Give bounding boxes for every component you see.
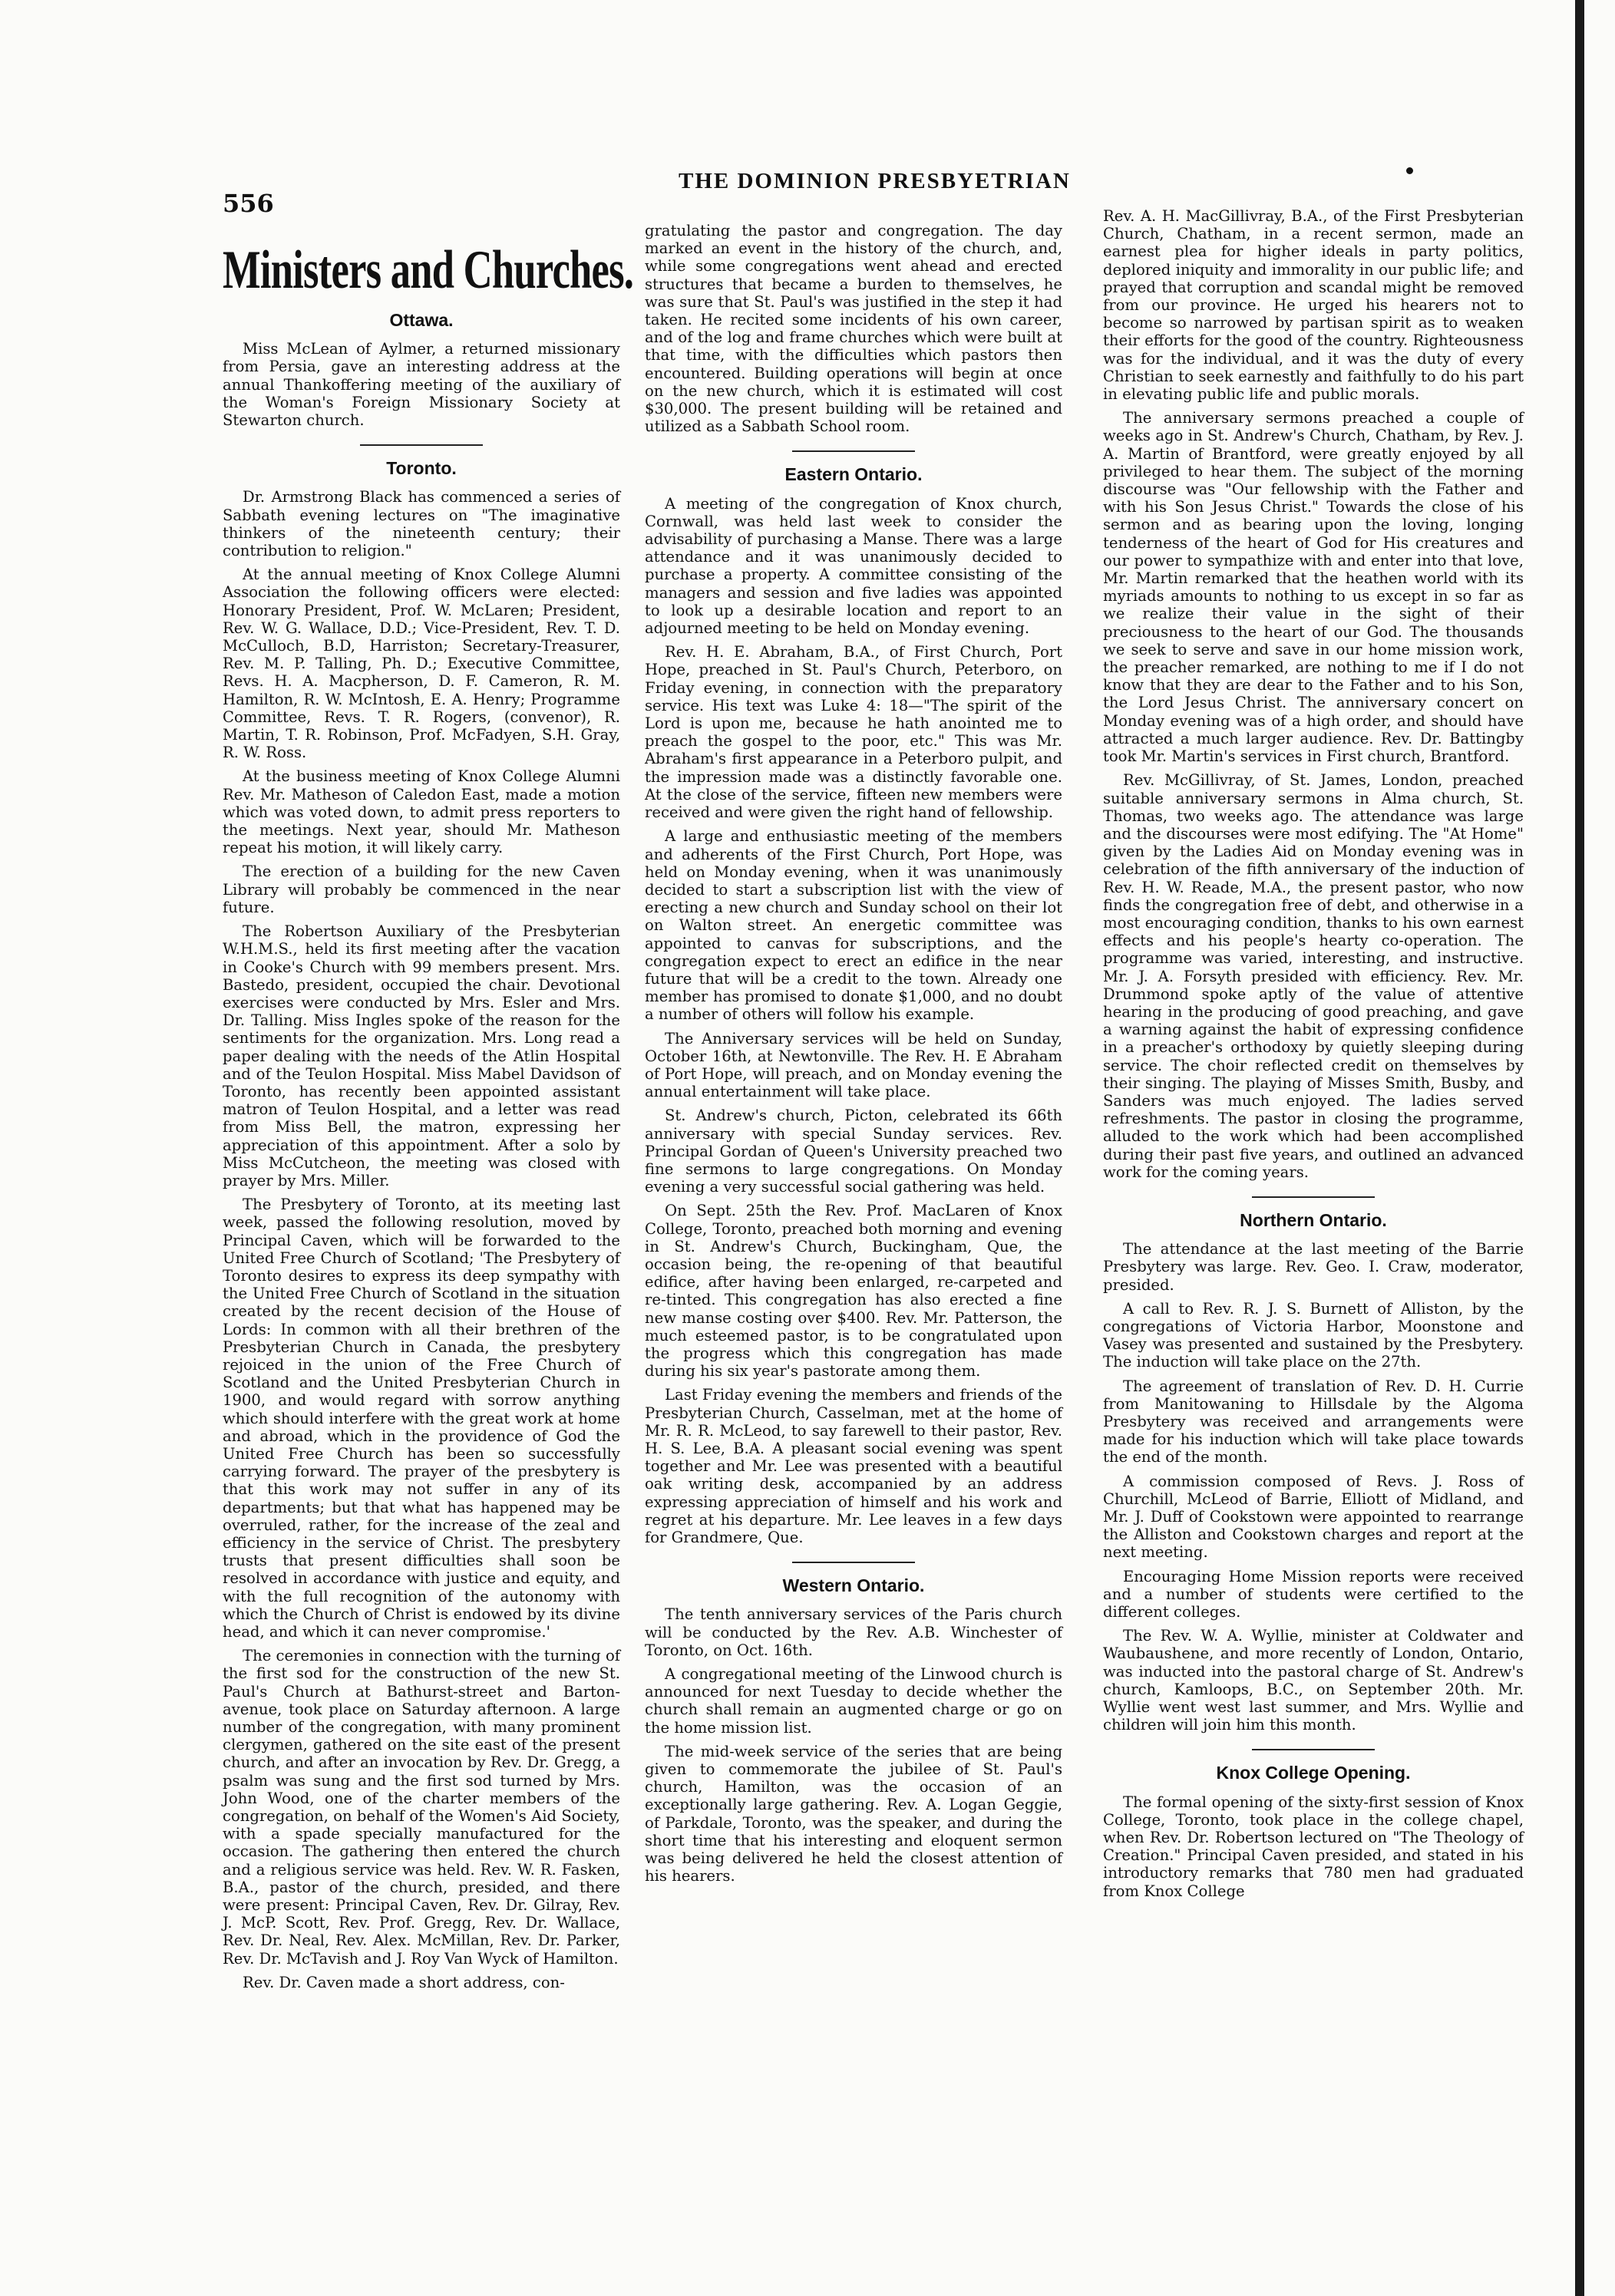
column-2 [645, 222, 1062, 1891]
section-divider [792, 1562, 915, 1563]
news-paragraph: Rev. H. E. Abraham, B.A., of First Church, Port Hope, preached in St. Paul's Church, Peterboro, on Friday evening, in connection with the preparatory service. His text was Luke 4: 18—"The spirit of the Lord is upon me, because he hath anointed me to preach the gospel to the poor, etc." This was Mr. Abraham's first appearance in a Peterboro pulpit, and the impression made was a distinctly favorable one. At the close of the service, fifteen new members were received and were given the right hand of fellowship. [645, 643, 1062, 822]
news-paragraph: The Robertson Auxiliary of the Presbyterian W.H.M.S., held its first meeting after the vacation in Cooke's Church with 99 members present. Mrs. Bastedo, president, occupied the chair. Devotional exercises were conducted by Mrs. Esler and Mrs. Dr. Talling. Miss Ingles spoke of the reason for the sentiments for the organization. Mrs. Long read a paper dealing with the needs of the Atlin Hospital and of the Teulon Hospital. Miss Mabel Davidson of Toronto, has recently been appointed assistant matron of Teulon Hospital, and a letter was read from Miss Bell, the matron, expressing her appreciation of this appointment. After a solo by Miss McCutcheon, the meeting was closed with prayer by Mrs. Miller. [223, 922, 620, 1189]
section-heading: Western Ontario. [782, 1575, 925, 1596]
news-paragraph: The Presbytery of Toronto, at its meeting last week, passed the following resolution, moved by Principal Caven, which will be forwarded to the United Free Church of Scotland; 'The Presbytery of Toronto desires to express its deep sympathy with the United Free Church of Scotland in the situation created by the recent decision of the House of Lords: In common with all their brethren of the Presbyterian Church in Canada, the presbytery rejoiced in the union of the Free Church of Scotland and the United Presbyterian Church in 1900, and would regard with sorrow anything which should interfere with the great work at home and abroad, which in the providence of God the United Free Church has been so successfully carrying forward. The prayer of the presbytery is that this work may not suffer in any of its departments; but that what has happened may be overruled, rather, for the increase of the zeal and efficiency in the service of Christ. The presbytery trusts that present difficulties shall soon be resolved in accordance with justice and equity, and with the full recognition of the autonomy with which the Church of Christ is endowed by its divine head, and which it can never compromise.' [223, 1196, 620, 1641]
news-paragraph: Miss McLean of Aylmer, a returned missionary from Persia, gave an interesting address at the annual Thankoffering meeting of the auxiliary of the Woman's Foreign Missionary Society at Stewarton church. [223, 340, 620, 430]
news-paragraph: The formal opening of the sixty-first session of Knox College, Toronto, took place in the college chapel, when Rev. Dr. Robertson lectured on "The Theology of Creation." Principal Caven presided, and stated in his introductory remarks that 780 men had graduated from Knox College [1103, 1793, 1524, 1900]
news-paragraph: Last Friday evening the members and friends of the Presbyterian Church, Casselman, met at the home of Mr. R. R. McLeod, to say farewell to their pastor, Rev. H. S. Lee, B.A. A pleasant social evening was spent together and Mr. Lee was presented with a beautiful oak writing desk, accompanied by an address expressing appreciation of himself and his work and regret at his departure. Mr. Lee leaves in a few days for Grandmere, Que. [645, 1386, 1062, 1547]
section-heading: Knox College Opening. [1216, 1763, 1411, 1783]
column-2-body [645, 222, 1062, 1885]
news-paragraph: A meeting of the congregation of Knox church, Cornwall, was held last week to consider the advisability of purchasing a Manse. There was a large attendance and it was unanimously decided to purchase a property. A committee consisting of the managers and session and five ladies was appointed to look up a desirable location and report to an adjourned meeting to be held on Monday evening. [645, 494, 1062, 638]
news-paragraph: The attendance at the last meeting of the Barrie Presbytery was large. Rev. Geo. I. Craw, moderator, presided. [1103, 1240, 1524, 1294]
section-divider [1252, 1196, 1375, 1198]
news-paragraph: The mid-week service of the series that are being given to commemorate the jubilee of St. Paul's church, Hamilton, was the occasion of an exceptionally large gathering. Rev. A. Logan Geggie, of Parkdale, Toronto, was the speaker, and during the short time that his interesting and eloquent sermon was being delivered he held the closest attention of his hearers. [645, 1742, 1062, 1885]
section-heading: Northern Ontario. [1240, 1209, 1387, 1230]
news-paragraph: The Anniversary services will be held on Sunday, October 16th, at Newtonville. The Rev. H. E Abraham of Port Hope, will preach, and on Monday evening the annual entertainment will take place. [645, 1029, 1062, 1101]
news-paragraph: The tenth anniversary services of the Paris church will be conducted by the Rev. A.B. Winchester of Toronto, on Oct. 16th. [645, 1605, 1062, 1659]
news-paragraph: The ceremonies in connection with the turning of the first sod for the construction of the new St. Paul's Church at Bathurst-street and Barton-avenue, took place on Saturday afternoon. A large number of the congregation, with many prominent clergymen, gathered on the site east of the present church, and after an invocation by Rev. Dr. Gregg, a psalm was sung and the first sod turned by Mrs. John Wood, one of the charter members of the congregation, on behalf of the Women's Aid Society, with a spade specially manufactured for the occasion. The gathering then entered the church and a religious service was held. Rev. W. R. Fasken, B.A., pastor of the church, presided, and there were present: Principal Caven, Rev. Dr. Gilray, Rev. J. McP. Scott, Rev. Prof. Gregg, Rev. Dr. Wallace, Rev. Dr. Neal, Rev. Alex. McMillan, Rev. Dr. Parker, Rev. Dr. McTavish and J. Roy Van Wyck of Hamilton. [223, 1647, 620, 1968]
news-paragraph: Rev. A. H. MacGillivray, B.A., of the First Presbyterian Church, Chatham, in a recent sermon, made an earnest plea for higher ideals in party politics, deplored iniquity and immorality in our public life; and prayed that corruption and scandal might be removed from our province. He urged his hearers not to become so narrowed by partisan spirit as to weaken their efforts for the good of the country. Righteousness was for the individual, and it was the duty of every Christian to seek earnestly and faithfully to do his part in elevating public life and public morals. [1103, 207, 1524, 404]
news-paragraph: Dr. Armstrong Black has commenced a series of Sabbath evening lectures on "The imaginative thinkers of the nineteenth century; their contribution to religion." [223, 488, 620, 560]
section-heading: Ottawa. [389, 310, 454, 330]
section-masthead: Ministers and Churches. [223, 240, 634, 300]
column-3 [1103, 207, 1524, 1906]
news-paragraph: Rev. Dr. Caven made a short address, con- [243, 1973, 565, 1991]
news-paragraph: A commission composed of Revs. J. Ross of Churchill, McLeod of Barrie, Elliott of Midland, and Mr. J. Duff of Cookstown were appointed to rearrange the Alliston and Cookstown charges and report at the next meeting. [1103, 1472, 1524, 1562]
ink-dot [1406, 167, 1413, 174]
column-3-body [1103, 207, 1524, 1900]
section-heading: Eastern Ontario. [784, 464, 923, 485]
news-paragraph: gratulating the pastor and congregation. The day marked an event in the history of the church, and, while some congregations went ahead and erected structures that became a burden to themselves, he was sure that St. Paul's was justified in the step it had taken. He recited some incidents of his own career, and of the log and frame churches which were built at that time, with the difficulties which pastors then encountered. Building operations will begin at once on the new church, which it is estimated will cost $30,000. The present building will be retained and utilized as a Sabbath School room. [645, 222, 1062, 436]
news-paragraph: A large and enthusiastic meeting of the members and adherents of the First Church, Port Hope, was held on Monday evening, when it was unanimously decided to start a subscription list with the view of erecting a new church and Sunday school on their lot on Walton street. An energetic committee was appointed to canvas for subscriptions, and the congregation expect to erect an edifice in the near future that will be a credit to the town. Already one member has promised to donate $1,000, and no doubt a number of others will follow his example. [645, 827, 1062, 1024]
page-number: 556 [223, 189, 274, 218]
news-paragraph: Rev. McGillivray, of St. James, London, preached suitable anniversary sermons in Alma church, St. Thomas, two weeks ago. The attendance was large and the discourses were most edifying. The "At Home" given by the Ladies Aid on Monday evening was in celebration of the fifth anniversary of the induction of Rev. H. W. Reade, M.A., the present pastor, who now finds the congregation free of debt, and otherwise in a most encouraging condition, thanks to his own earnest effects and his people's hearty co-operation. The programme was varied, interesting, and instructive. Mr. J. A. Forsyth presided with efficiency. Rev. Mr. Drummond spoke aptly of the value of attentive hearing in the producing of good preaching, and gave a warning against the habit of expressing confidence in a preacher's orthodoxy by quietly sleeping during service. The choir reflected credit on themselves by their singing. The playing of Misses Smith, Busby, and Sanders was much enjoyed. The ladies served refreshments. The pastor in closing the programme, alluded to the work which had been accomplished during their past five years, and outlined an advanced work for the coming years. [1103, 771, 1524, 1181]
running-title: THE DOMINION PRESBYETRIAN [679, 169, 1071, 193]
news-paragraph: Encouraging Home Mission reports were received and a number of students were certified to the different colleges. [1103, 1567, 1524, 1621]
news-paragraph: The agreement of translation of Rev. D. H. Currie from Manitowaning to Hillsdale by the Algoma Presbytery was received and arrangements were made for his induction which will take place towards the end of the month. [1103, 1377, 1524, 1466]
news-paragraph: On Sept. 25th the Rev. Prof. MacLaren of Knox College, Toronto, preached both morning and evening in St. Andrew's Church, Buckingham, Que, the occasion being, the re-opening of that beautiful edifice, after having been enlarged, re-carpeted and re-tinted. This congregation has also erected a fine new manse costing over $400. Rev. Mr. Patterson, the much esteemed pastor, is to be congratulated upon the progress which this congregation has made during his six year's pastorate among them. [645, 1202, 1062, 1381]
news-paragraph: The erection of a building for the new Caven Library will probably be commenced in the near future. [223, 863, 620, 916]
page-edge-rule [1575, 0, 1584, 2296]
news-paragraph: A call to Rev. R. J. S. Burnett of Alliston, by the congregations of Victoria Harbor, Moonstone and Vasey was presented and sustained by the Presbytery. The induction will take place on the 27th. [1103, 1299, 1524, 1371]
section-divider [1252, 1749, 1375, 1750]
column-1-body [223, 312, 620, 1991]
section-divider [792, 450, 915, 452]
section-heading: Toronto. [386, 458, 457, 479]
column-1 [223, 230, 634, 1997]
section-divider [360, 444, 483, 446]
news-paragraph: At the business meeting of Knox College Alumni Rev. Mr. Matheson of Caledon East, made a motion which was voted down, to admit press reporters to the meetings. Next year, should Mr. Matheson repeat his motion, it will likely carry. [223, 767, 620, 857]
news-paragraph: St. Andrew's church, Picton, celebrated its 66th anniversary with special Sunday services. Rev. Principal Gordan of Queen's University preached two fine sermons to large congregations. On Monday evening a very successful social gathering was held. [645, 1107, 1062, 1196]
news-paragraph: At the annual meeting of Knox College Alumni Association the following officers were elected: Honorary President, Prof. W. McLaren; President, Rev. W. G. Wallace, D.D.; Vice-President, Rev. T. D. McCulloch, B.D, Harriston; Secretary-Treasurer, Rev. M. P. Talling, Ph. D.; Executive Committee, Revs. H. A. Macpherson, D. F. Cameron, R. M. Hamilton, R. W. McIntosh, E. A. Henry; Programme Committee, Revs. T. R. Rogers, (convenor), R. Martin, T. R. Robinson, Prof. McFadyen, S.H. Gray, R. W. Ross. [223, 566, 620, 762]
news-paragraph: The anniversary sermons preached a couple of weeks ago in St. Andrew's Church, Chatham, by Rev. J. A. Martin of Brantford, were greatly enjoyed by all privileged to hear them. The subject of the morning discourse was "Our fellowship with the Father and with his Son Jesus Christ." Towards the close of his sermon and as bearing upon the loving, longing tenderness of the heart of God for His creatures and our power to sympathize with and enter into that love, Mr. Martin remarked that the heathen world with its myriads amounts to nothing to us except in so far as we realize their value in the sight of their preciousness to the heart of our God. The thousands we seek to serve and save in our home mission work, the preacher remarked, are nothing to me if I do not know that they are dear to the Father and to his Son, the Lord Jesus Christ. The anniversary concert on Monday evening was of a high order, and should have attracted a much larger audience. Rev. Dr. Battingby took Mr. Martin's services in First church, Brantford. [1103, 409, 1524, 766]
news-paragraph: The Rev. W. A. Wyllie, minister at Coldwater and Waubaushene, and more recently of London, Ontario, was inducted into the pastoral charge of St. Andrew's church, Kamloops, B.C., on September 20th. Mr. Wyllie went west last summer, and Mrs. Wyllie and children will join him this month. [1103, 1627, 1524, 1734]
news-paragraph: A congregational meeting of the Linwood church is announced for next Tuesday to decide whether the church shall remain an augmented charge or go on the home mission list. [645, 1665, 1062, 1737]
